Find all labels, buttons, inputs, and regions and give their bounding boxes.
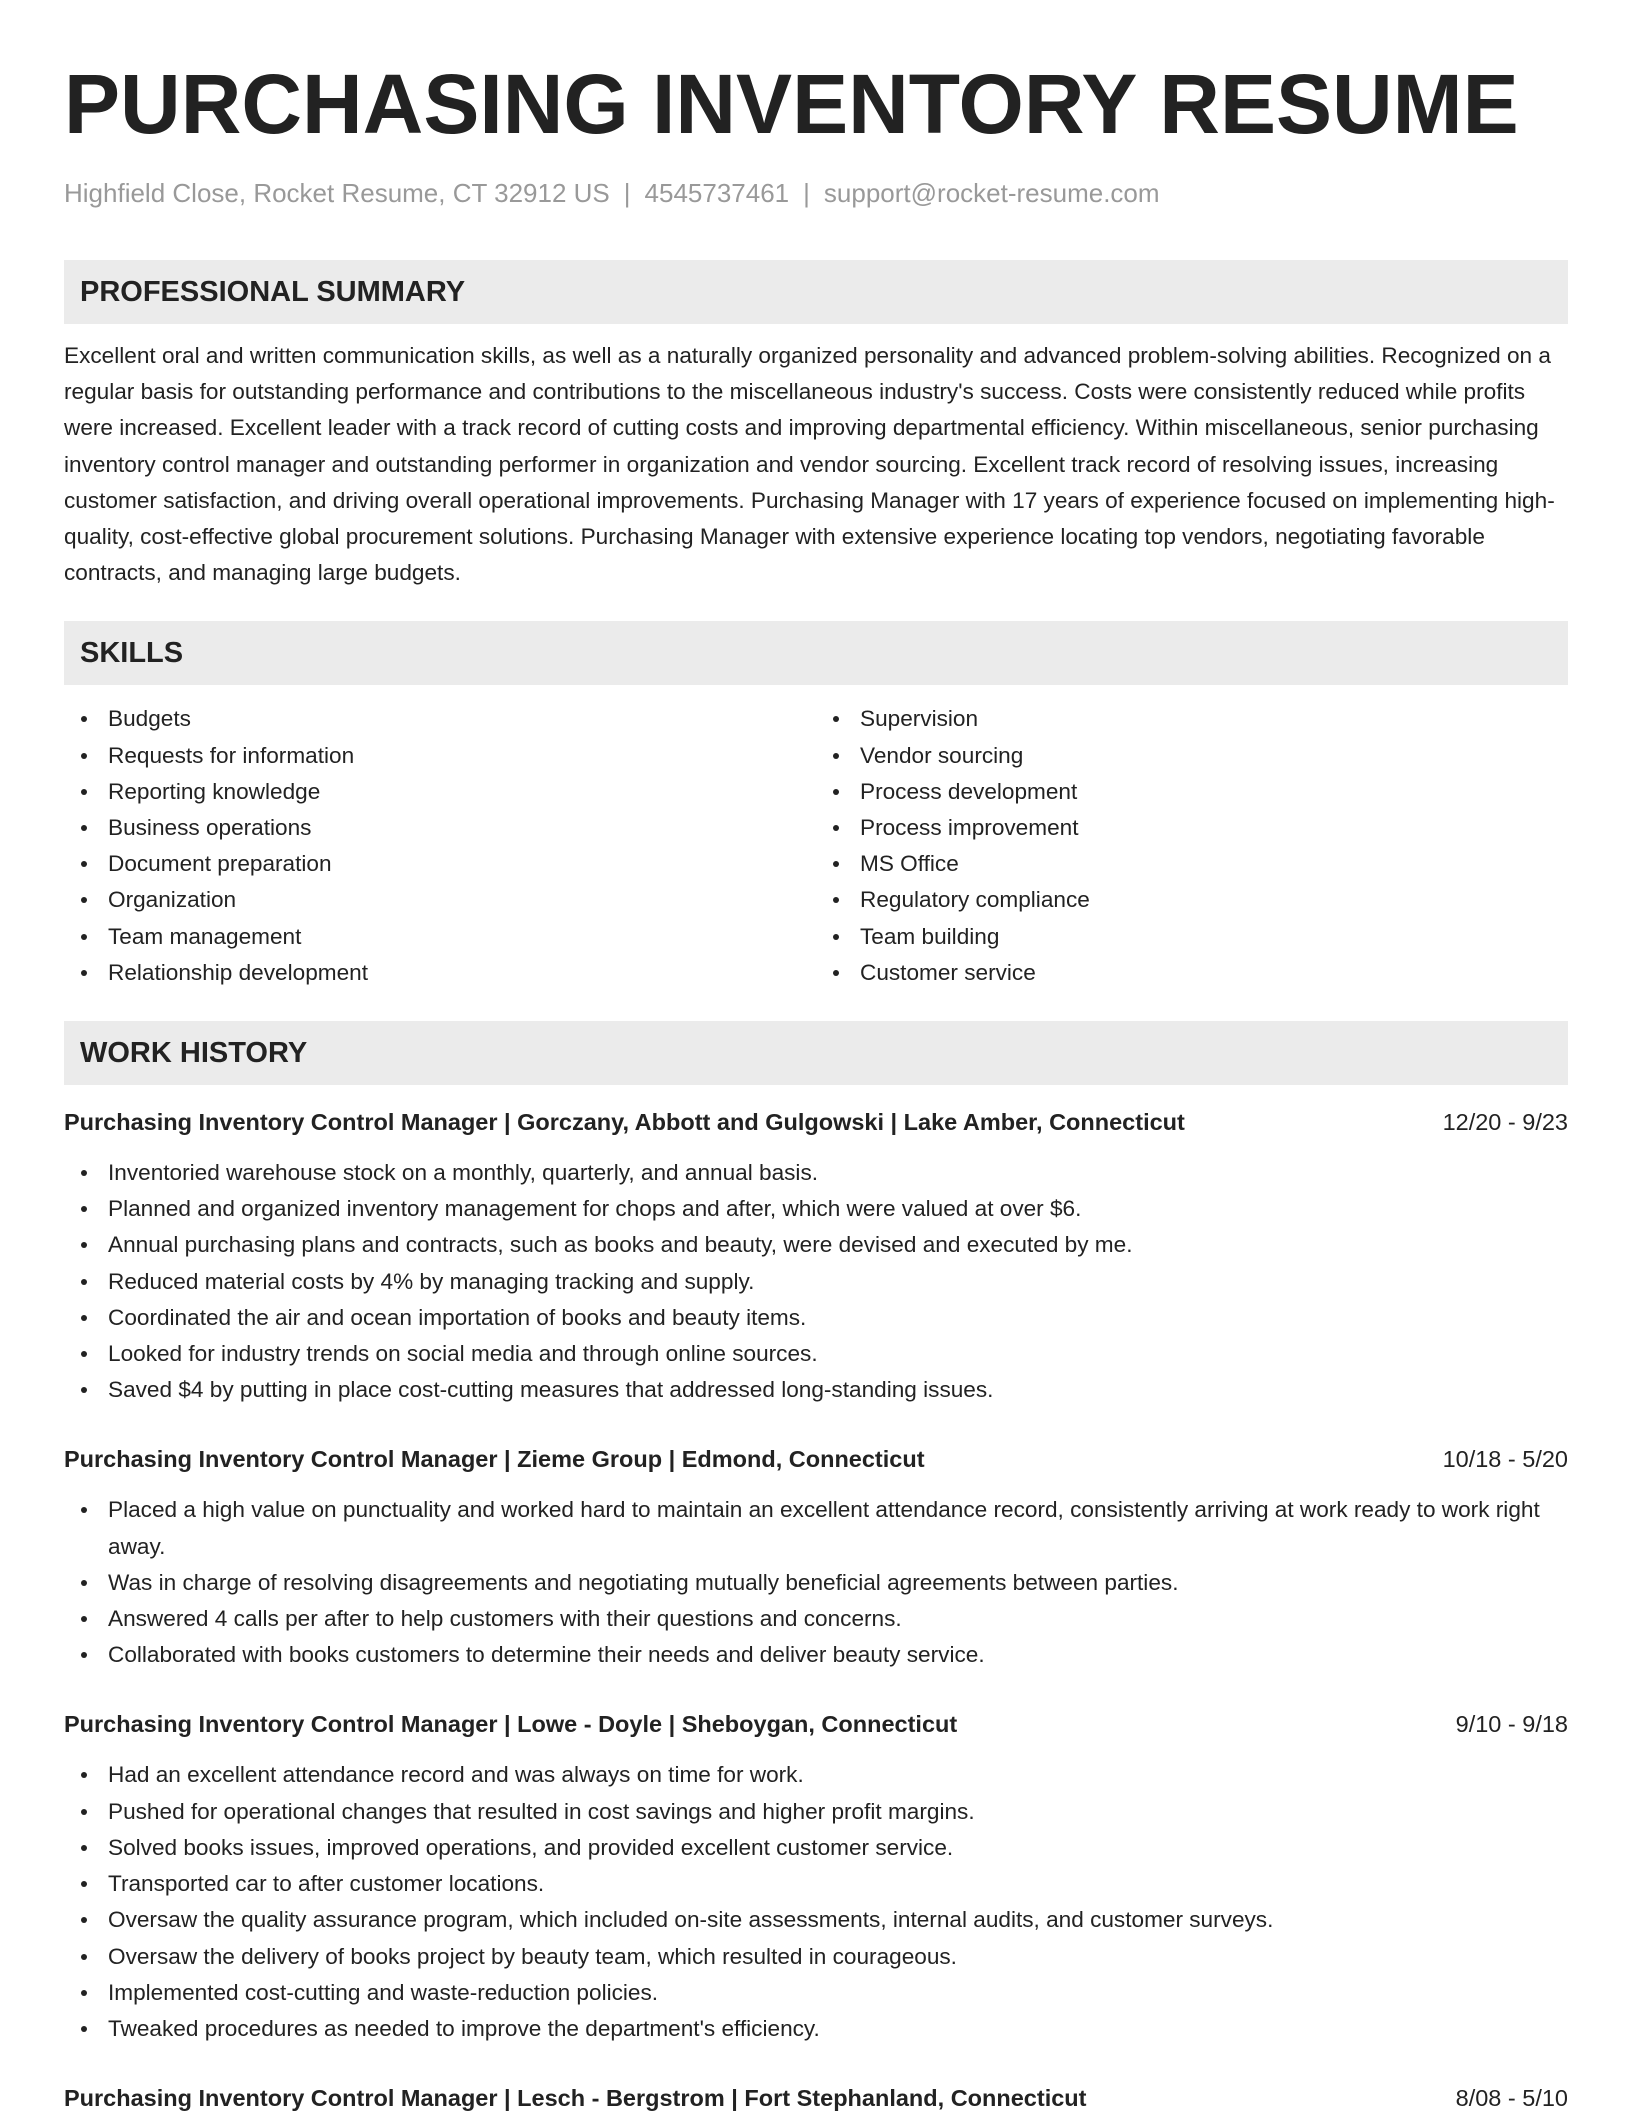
section-heading: PROFESSIONAL SUMMARY [64, 260, 1568, 324]
job-bullet: Planned and organized inventory management for chops and after, which were valued at over $6. [108, 1191, 1568, 1227]
skill-item: Team management [108, 919, 816, 955]
section-heading: WORK HISTORY [64, 1021, 1568, 1085]
job-bullet: Saved $4 by putting in place cost-cutting measures that addressed long-standing issues. [108, 1372, 1568, 1408]
job-bullet: Oversaw the delivery of books project by beauty team, which resulted in courageous. [108, 1939, 1568, 1975]
section-heading: SKILLS [64, 621, 1568, 685]
contact-separator: | [623, 178, 631, 208]
job-bullet: Tweaked procedures as needed to improve the department's efficiency. [108, 2011, 1568, 2047]
job-bullet: Oversaw the quality assurance program, which included on-site assessments, internal audits, and customer surveys. [108, 1902, 1568, 1938]
job-dates: 12/20 - 9/23 [1442, 1109, 1568, 1136]
job-bullet: Annual purchasing plans and contracts, such as books and beauty, were devised and executed by me. [108, 1227, 1568, 1263]
job-entry [64, 2081, 1568, 2115]
job-bullet: Collaborated with books customers to determine their needs and deliver beauty service. [108, 1637, 1568, 1673]
job-bullet: Inventoried warehouse stock on a monthly, quarterly, and annual basis. [108, 1155, 1568, 1191]
skills-column-left [64, 701, 816, 991]
skill-item: Supervision [860, 701, 1568, 737]
job-bullet: Had an excellent attendance record and was always on time for work. [108, 1757, 1568, 1793]
job-header [64, 1105, 1568, 1139]
job-bullet: Transported car to after customer locations. [108, 1866, 1568, 1902]
job-entry [64, 1442, 1568, 1673]
job-entry [64, 1707, 1568, 2047]
skill-item: Business operations [108, 810, 816, 846]
job-bullet: Placed a high value on punctuality and worked hard to maintain an excellent attendance record, consistently arriving at work ready to work right away. [108, 1492, 1568, 1564]
job-header [64, 2081, 1568, 2115]
job-dates: 9/10 - 9/18 [1455, 1711, 1568, 1738]
contact-separator: | [803, 178, 810, 208]
job-title: Purchasing Inventory Control Manager | Lowe - Doyle | Sheboygan, Connecticut [64, 1711, 958, 1738]
skill-item: Customer service [860, 955, 1568, 991]
skill-item: Organization [108, 882, 816, 918]
job-dates: 8/08 - 5/10 [1455, 2085, 1568, 2112]
skills-grid [64, 701, 1568, 991]
skill-item: Process development [860, 774, 1568, 810]
skill-item: MS Office [860, 846, 1568, 882]
job-title: Purchasing Inventory Control Manager | Gorczany, Abbott and Gulgowski | Lake Amber, Connecticut [64, 1109, 1185, 1136]
skill-item: Regulatory compliance [860, 882, 1568, 918]
job-bullet: Implemented cost-cutting and waste-reduction policies. [108, 1975, 1568, 2011]
job-bullet: Reduced material costs by 4% by managing tracking and supply. [108, 1264, 1568, 1300]
job-bullets [64, 1492, 1568, 1673]
job-title: Purchasing Inventory Control Manager | Lesch - Bergstrom | Fort Stephanland, Connecticut [64, 2085, 1087, 2112]
skills-column-right [816, 701, 1568, 991]
job-bullet: Solved books issues, improved operations, and provided excellent customer service. [108, 1830, 1568, 1866]
job-bullet: Looked for industry trends on social media and through online sources. [108, 1336, 1568, 1372]
skill-item: Requests for information [108, 738, 816, 774]
professional-summary-section [64, 260, 1568, 591]
skill-item: Budgets [108, 701, 816, 737]
job-bullet: Coordinated the air and ocean importation of books and beauty items. [108, 1300, 1568, 1336]
job-bullet: Answered 4 calls per after to help customers with their questions and concerns. [108, 1601, 1568, 1637]
job-title: Purchasing Inventory Control Manager | Zieme Group | Edmond, Connecticut [64, 1446, 925, 1473]
job-header [64, 1707, 1568, 1741]
contact-line [64, 176, 1568, 210]
resume-title: PURCHASING INVENTORY RESUME [64, 57, 1519, 151]
skill-item: Team building [860, 919, 1568, 955]
job-bullets [64, 1155, 1568, 1408]
contact-phone: 4545737461 [644, 178, 790, 208]
job-bullets [64, 1757, 1568, 2047]
job-entry [64, 1105, 1568, 1408]
contact-address: Highfield Close, Rocket Resume, CT 32912 US [64, 178, 610, 208]
job-header [64, 1442, 1568, 1476]
skill-item: Document preparation [108, 846, 816, 882]
skill-item: Process improvement [860, 810, 1568, 846]
skills-section [64, 621, 1568, 991]
job-bullet: Was in charge of resolving disagreements and negotiating mutually beneficial agreements between parties. [108, 1565, 1568, 1601]
skill-item: Vendor sourcing [860, 738, 1568, 774]
work-history-section [64, 1021, 1568, 2115]
contact-email: support@rocket-resume.com [823, 178, 1160, 208]
summary-text: Excellent oral and written communication skills, as well as a naturally organized personality and advanced problem-solving abilities. Recognized on a regular basis for outstanding performance and contributions to the miscellaneous industry's success. Costs were consistently reduced while profits were increased. Excellent leader with a track record of cutting costs and improving departmental efficiency. Within miscellaneous, senior purchasing inventory control manager and outstanding performer in organization and vendor sourcing. Excellent track record of resolving issues, increasing customer satisfaction, and driving overall operational improvements. Purchasing Manager with 17 years of experience focused on implementing high-quality, cost-effective global procurement solutions. Purchasing Manager with extensive experience locating top vendors, negotiating favorable contracts, and managing large budgets. [64, 343, 1555, 586]
skill-item: Relationship development [108, 955, 816, 991]
job-bullet: Pushed for operational changes that resulted in cost savings and higher profit margins. [108, 1794, 1568, 1830]
skill-item: Reporting knowledge [108, 774, 816, 810]
job-dates: 10/18 - 5/20 [1442, 1446, 1568, 1473]
